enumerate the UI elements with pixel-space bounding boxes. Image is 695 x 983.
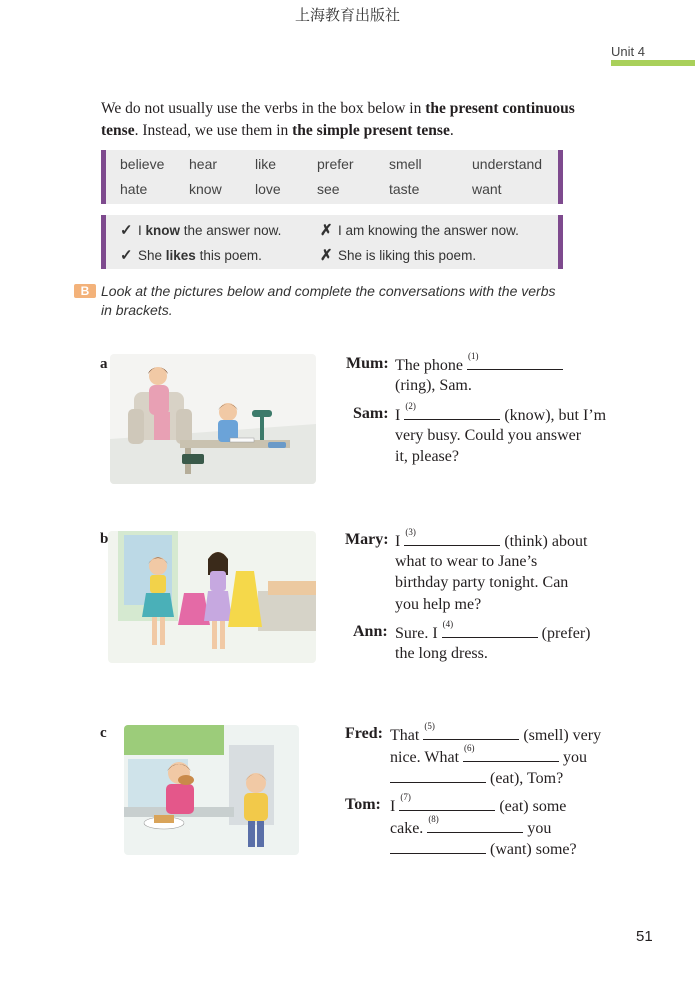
intro-bold-1: the present continuous tense xyxy=(101,100,575,139)
speaker-tom: Tom: xyxy=(345,796,381,813)
dialogue-line: the long dress. xyxy=(395,645,488,662)
intro-paragraph xyxy=(101,98,591,142)
blank-number: (3) xyxy=(405,527,416,537)
verb-item: know xyxy=(189,181,222,197)
dialogue-line xyxy=(390,766,563,790)
verb-item: love xyxy=(255,181,281,197)
instruction-line: Look at the pictures below and complete the conversations with the verbs xyxy=(101,283,556,299)
dialogue-line xyxy=(390,794,566,818)
dialogue-line: (ring), Sam. xyxy=(395,377,472,394)
exercise-letter-b: b xyxy=(100,531,109,547)
intro-text-2: . Instead, we use them in xyxy=(134,122,293,139)
dialogue-text: That xyxy=(390,727,424,744)
speaker-mum: Mum: xyxy=(346,355,389,372)
correct-example-1 xyxy=(120,221,281,239)
dialogue-text: (eat), Tom? xyxy=(486,770,564,787)
dialogue-line xyxy=(395,403,606,427)
section-badge: B xyxy=(74,284,96,298)
verb-item: hear xyxy=(189,156,218,172)
dialogue-text: (eat) some xyxy=(495,798,567,815)
example-text: the answer now. xyxy=(180,223,282,238)
dialogue-line xyxy=(395,529,587,553)
dialogue-line: birthday party tonight. Can xyxy=(395,574,569,591)
answer-blank-6-continued[interactable] xyxy=(390,766,486,783)
blank-number: (4) xyxy=(442,619,454,629)
correct-example-2 xyxy=(120,246,262,264)
dialogue-text: (know), but I’m xyxy=(500,407,607,424)
blank-number: (2) xyxy=(405,401,416,411)
answer-blank-6[interactable] xyxy=(463,745,559,762)
dialogue-text: nice. What xyxy=(390,749,464,766)
dialogue-text: you xyxy=(559,749,588,766)
dialogue-line xyxy=(390,723,601,747)
blank-number: (7) xyxy=(400,792,411,802)
speaker-fred: Fred: xyxy=(345,725,383,742)
answer-blank-4[interactable] xyxy=(442,621,538,638)
dialogue-text: I xyxy=(395,407,405,424)
dialogue-text: you xyxy=(523,820,552,837)
cross-icon: ✗ xyxy=(320,247,333,264)
verb-item: prefer xyxy=(317,156,354,172)
verb-item: hate xyxy=(120,181,148,197)
exercise-letter-c: c xyxy=(100,725,107,741)
speaker-mary: Mary: xyxy=(345,531,389,548)
verb-item: see xyxy=(317,181,340,197)
example-bold: likes xyxy=(165,248,196,263)
verb-item: taste xyxy=(389,181,420,197)
picture-c xyxy=(124,725,299,855)
example-text: She is liking this poem. xyxy=(338,248,477,263)
speaker-ann: Ann: xyxy=(353,623,388,640)
dialogue-text: Sure. I xyxy=(395,625,442,642)
answer-blank-3[interactable] xyxy=(404,529,500,546)
blank-number: (5) xyxy=(424,721,435,731)
example-text: this poem. xyxy=(195,248,262,263)
blank-number: (6) xyxy=(464,743,475,753)
verb-item: want xyxy=(472,181,502,197)
example-bold: know xyxy=(145,223,181,238)
exercise-letter-a: a xyxy=(100,356,108,372)
picture-b xyxy=(108,531,316,663)
page-number: 51 xyxy=(636,928,653,945)
speaker-sam: Sam: xyxy=(353,405,389,422)
dialogue-text: I xyxy=(390,798,400,815)
wrong-example-1 xyxy=(320,221,519,239)
verb-item: like xyxy=(255,156,277,172)
unit-bar xyxy=(611,60,695,66)
intro-text-3: . xyxy=(449,122,454,139)
blank-number: (8) xyxy=(428,814,439,824)
check-icon: ✓ xyxy=(120,247,133,264)
dialogue-text: The phone xyxy=(395,357,467,374)
dialogue-text: (smell) very xyxy=(519,727,602,744)
dialogue-text: (want) some? xyxy=(486,841,577,858)
dialogue-text: (prefer) xyxy=(537,625,591,642)
dialogue-line: what to wear to Jane’s xyxy=(395,553,538,570)
verb-box xyxy=(101,150,563,204)
answer-blank-1[interactable] xyxy=(467,353,563,370)
section-instruction xyxy=(101,282,571,320)
example-text: I am knowing the answer now. xyxy=(338,223,519,238)
intro-bold-2: the simple present tense xyxy=(292,122,450,139)
intro-text-1: We do not usually use the verbs in the box below in xyxy=(101,100,426,117)
check-icon: ✓ xyxy=(120,222,133,239)
unit-label: Unit 4 xyxy=(611,44,645,59)
cross-icon: ✗ xyxy=(320,222,333,239)
verb-item: believe xyxy=(120,156,165,172)
example-text: She xyxy=(138,248,166,263)
dialogue-line xyxy=(395,621,591,645)
blank-number: (1) xyxy=(467,351,479,361)
answer-blank-2[interactable] xyxy=(404,403,500,420)
wrong-example-2 xyxy=(320,246,476,264)
answer-blank-8[interactable] xyxy=(427,816,523,833)
dialogue-text: cake. xyxy=(390,820,428,837)
answer-blank-7[interactable] xyxy=(399,794,495,811)
examples-box xyxy=(101,215,563,269)
verb-item: smell xyxy=(389,156,422,172)
verb-item: understand xyxy=(472,156,543,172)
picture-a xyxy=(110,354,316,484)
publisher-title: 上海教育出版社 xyxy=(294,6,400,24)
dialogue-line: very busy. Could you answer xyxy=(395,427,582,444)
dialogue-line xyxy=(390,837,577,861)
instruction-line: in brackets. xyxy=(101,302,173,318)
dialogue-line: it, please? xyxy=(395,448,459,465)
dialogue-line: you help me? xyxy=(395,596,482,613)
dialogue-line xyxy=(395,353,563,377)
example-text: I xyxy=(138,223,146,238)
answer-blank-8-continued[interactable] xyxy=(390,837,486,854)
dialogue-text: I xyxy=(395,533,405,550)
dialogue-text: (think) about xyxy=(500,533,588,550)
